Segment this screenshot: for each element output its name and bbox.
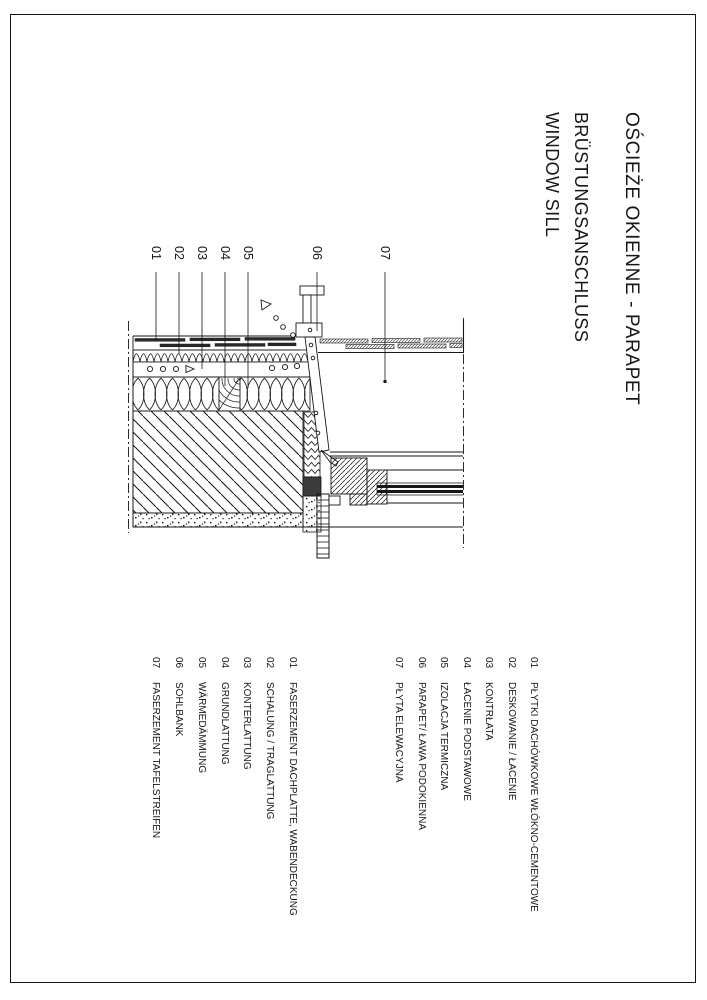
callout-01: 01 — [149, 246, 163, 260]
legend-item: 02DESKOWANIE / ŁACENIE — [506, 657, 517, 801]
legend-item: 03KONTERLATTUNG — [241, 657, 252, 770]
window-board — [317, 494, 340, 558]
callout-06: 06 — [310, 246, 324, 260]
plaster-layer — [133, 513, 303, 527]
title-german: BRÜSTUNGSANSCHLUSS — [571, 112, 591, 343]
legend-item: 03KONTRŁATA — [483, 657, 494, 741]
title-english: WINDOW SILL — [542, 112, 562, 238]
legend-item: 07PŁYTA ELEWACYJNA — [393, 657, 404, 783]
callout-04: 04 — [218, 246, 232, 260]
legend-item: 07FASERZEMENT TAFELSTREIFEN — [150, 657, 161, 839]
sheathing-layer — [133, 350, 310, 362]
callout-02: 02 — [172, 246, 186, 260]
legend-item: 04GRUNDLATTUNG — [219, 657, 230, 765]
thermal-break-block — [303, 477, 321, 496]
facade-panels — [318, 338, 463, 353]
legend-item: 02SCHALUNG / TRAGLATTUNG — [264, 657, 275, 820]
legend-item: 01FASERZEMENT DACHPLATTE, WABENDECKUNG — [287, 657, 298, 916]
legend-item: 04ŁACENIE PODSTAWOWE — [461, 657, 472, 801]
legend-item: 06SOHLBANK — [173, 657, 184, 737]
legend-item: 01PŁYTKI DACHÓWKOWE WŁÓKNO-CEMENTOWE — [528, 657, 539, 912]
callout-07: 07 — [378, 246, 392, 260]
title-polish: OŚCIEŻE OKIENNE - PARAPET — [621, 112, 642, 406]
callout-05: 05 — [241, 246, 255, 260]
callout-numbers — [149, 246, 392, 260]
masonry-wall — [133, 411, 303, 513]
legend-item: 05IZOLACJA TERMICZNA — [438, 657, 449, 791]
legend-item: 06PARAPET/ ŁAWA PODOKIENNA — [416, 657, 427, 830]
callout-03: 03 — [195, 246, 209, 260]
legend-item: 05WÄRMEDÄMMUNG — [196, 657, 207, 774]
roof-tiles — [133, 338, 300, 351]
ventilation-symbols — [261, 300, 295, 337]
